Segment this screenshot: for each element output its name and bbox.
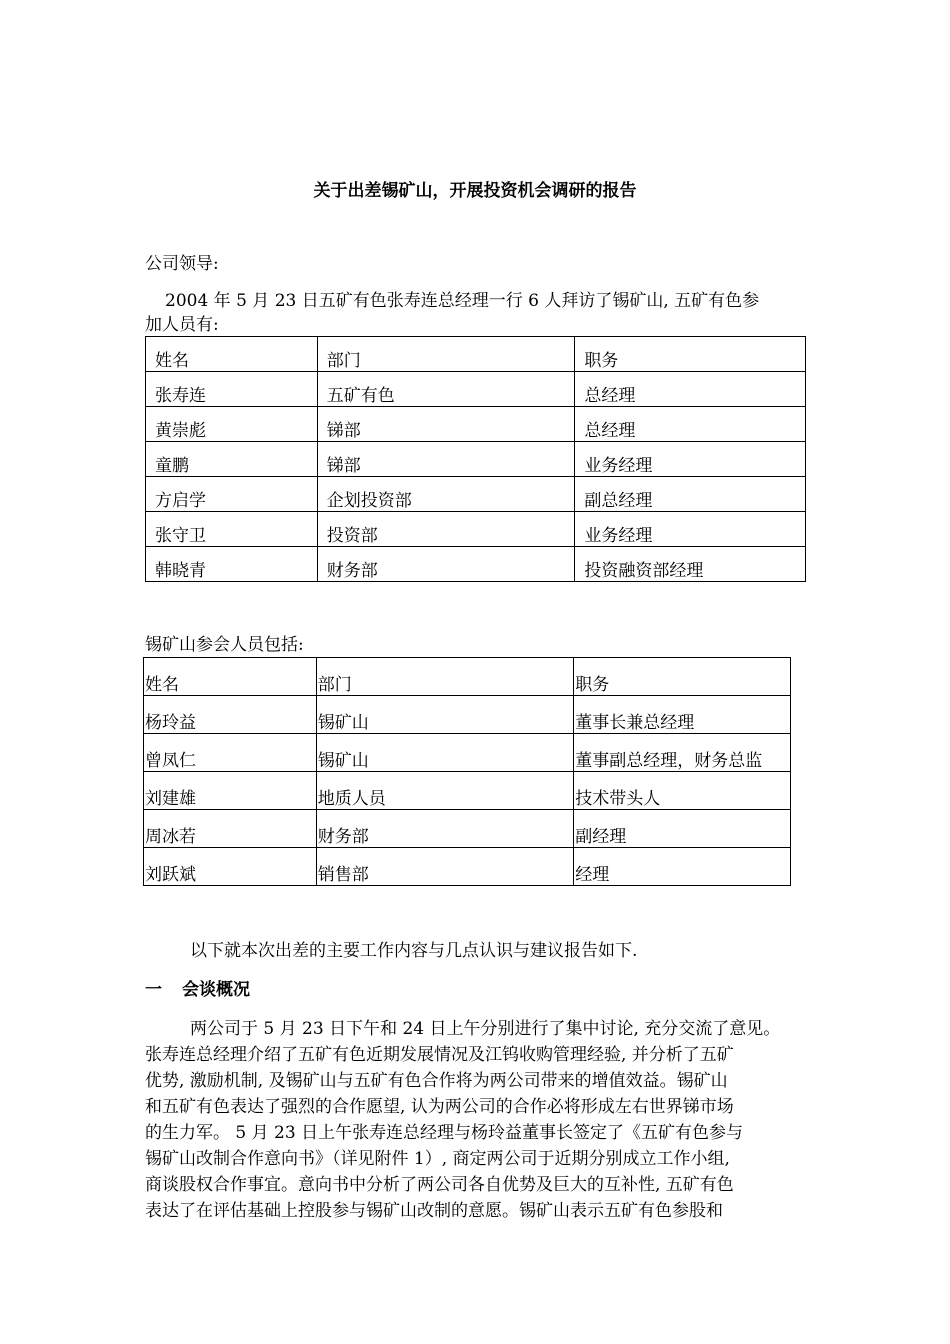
table-cell: 锡矿山 — [316, 734, 574, 772]
body-line: 锡矿山改制合作意向书》（详见附件 1）, 商定两公司于近期分别成立工作小组, — [145, 1149, 730, 1169]
table-cell: 经理 — [574, 848, 791, 886]
table-cell: 投资部 — [317, 512, 575, 547]
table-cell: 副总经理 — [575, 477, 806, 512]
table-cell: 方启学 — [146, 477, 318, 512]
header-cell: 部门 — [317, 337, 575, 372]
table-cell: 地质人员 — [316, 772, 574, 810]
body-line: 优势, 激励机制, 及锡矿山与五矿有色合作将为两公司带来的增值效益。锡矿山 — [145, 1071, 728, 1091]
table-cell: 副经理 — [574, 810, 791, 848]
table-cell: 童鹏 — [146, 442, 318, 477]
table-row — [146, 512, 806, 547]
table-cell: 张寿连 — [146, 372, 318, 407]
table-cell: 财务部 — [317, 547, 575, 582]
table-header-row — [146, 337, 806, 372]
table-cell: 总经理 — [575, 372, 806, 407]
intro-line-2: 加人员有: — [145, 315, 219, 335]
section-title: 会谈概况 — [182, 980, 250, 1000]
table-cell: 业务经理 — [575, 442, 806, 477]
body-line: 的生力军。 5 月 23 日上午张寿连总经理与杨玲益董事长签定了《五矿有色参与 — [145, 1123, 744, 1143]
table-row — [144, 696, 791, 734]
table-cell: 总经理 — [575, 407, 806, 442]
summary-line: 以下就本次出差的主要工作内容与几点认识与建议报告如下. — [190, 941, 638, 961]
table-cell: 销售部 — [316, 848, 574, 886]
header-cell: 职务 — [575, 337, 806, 372]
header-cell: 姓名 — [144, 658, 317, 696]
table-row — [146, 372, 806, 407]
table-row — [146, 407, 806, 442]
header-cell: 部门 — [316, 658, 574, 696]
table-cell: 杨玲益 — [144, 696, 317, 734]
table-cell: 周冰若 — [144, 810, 317, 848]
table-cell: 业务经理 — [575, 512, 806, 547]
table-cell: 刘建雄 — [144, 772, 317, 810]
body-paragraph — [145, 1016, 825, 1224]
table-cell: 锑部 — [317, 407, 575, 442]
table-row — [144, 810, 791, 848]
table-row — [144, 848, 791, 886]
table-cell: 五矿有色 — [317, 372, 575, 407]
table-cell: 投资融资部经理 — [575, 547, 806, 582]
table-cell: 董事副总经理，财务总监 — [574, 734, 791, 772]
table-row — [144, 734, 791, 772]
table-cell: 技术带头人 — [574, 772, 791, 810]
section-number: 一 — [145, 980, 162, 1000]
table-cell: 董事长兼总经理 — [574, 696, 791, 734]
body-line: 表达了在评估基础上控股参与锡矿山改制的意愿。锡矿山表示五矿有色参股和 — [145, 1201, 723, 1221]
wmc-participants-table — [145, 336, 806, 582]
body-line: 商谈股权合作事宜。意向书中分析了两公司各自优势及巨大的互补性, 五矿有色 — [145, 1175, 734, 1195]
salutation: 公司领导: — [145, 254, 219, 274]
body-line: 和五矿有色表达了强烈的合作愿望, 认为两公司的合作必将形成左右世界锑市场 — [145, 1097, 734, 1117]
table-cell: 锡矿山 — [316, 696, 574, 734]
header-cell: 姓名 — [146, 337, 318, 372]
table-cell: 财务部 — [316, 810, 574, 848]
intro-line-1: 2004 年 5 月 23 日五矿有色张寿连总经理一行 6 人拜访了锡矿山, 五矿有色参 — [165, 291, 760, 311]
table2-caption: 锡矿山参会人员包括: — [145, 635, 304, 655]
table-cell: 韩晓青 — [146, 547, 318, 582]
table-cell: 黄崇彪 — [146, 407, 318, 442]
body-line: 张寿连总经理介绍了五矿有色近期发展情况及江钨收购管理经验, 并分析了五矿 — [145, 1045, 734, 1065]
table-row — [146, 442, 806, 477]
section-heading — [145, 975, 250, 1000]
table-cell: 企划投资部 — [317, 477, 575, 512]
table-header-row — [144, 658, 791, 696]
xks-participants-table — [143, 657, 791, 886]
report-title: 关于出差锡矿山，开展投资机会调研的报告 — [313, 181, 637, 201]
table-cell: 刘跃斌 — [144, 848, 317, 886]
table-row — [144, 772, 791, 810]
table-cell: 锑部 — [317, 442, 575, 477]
table-cell: 张守卫 — [146, 512, 318, 547]
body-line: 两公司于 5 月 23 日下午和 24 日上午分别进行了集中讨论, 充分交流了意见。 — [190, 1019, 781, 1039]
table-cell: 曾凤仁 — [144, 734, 317, 772]
table-row — [146, 477, 806, 512]
table-row — [146, 547, 806, 582]
header-cell: 职务 — [574, 658, 791, 696]
